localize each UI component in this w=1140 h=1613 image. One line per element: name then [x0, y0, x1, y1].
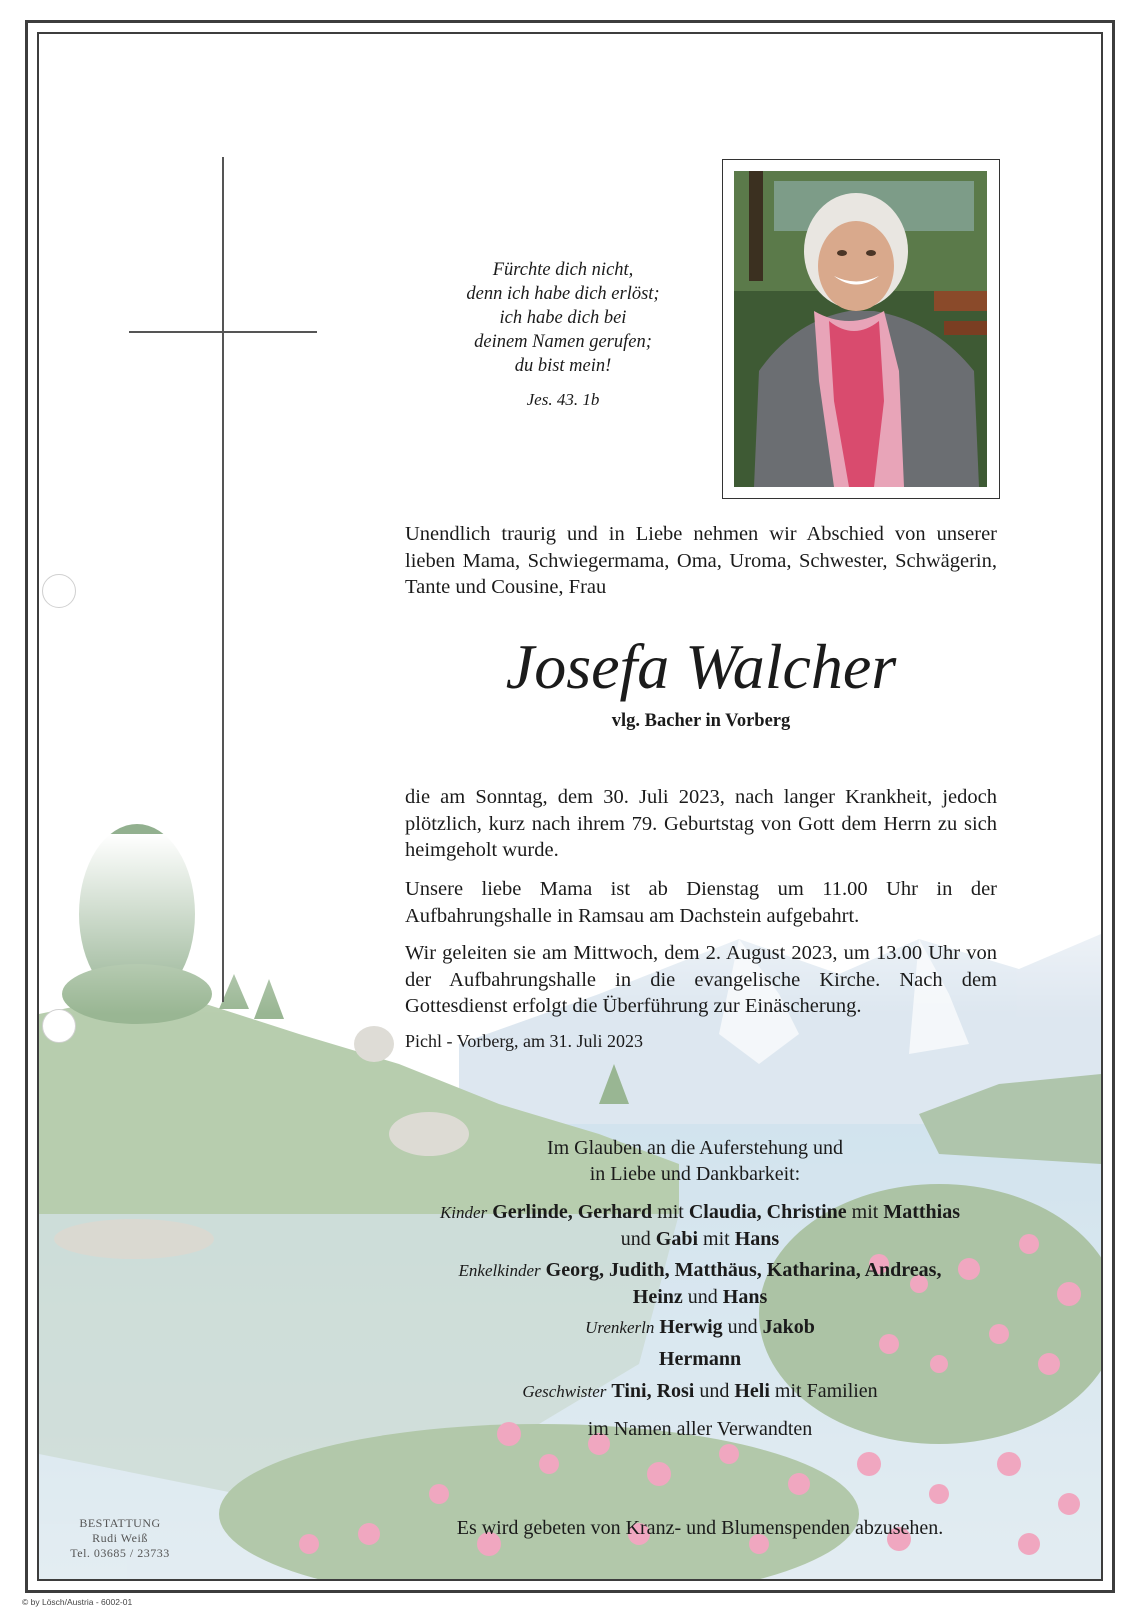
great-grandchildren-label: Urenkerln	[585, 1318, 655, 1337]
grandchildren-names-2: Heinz	[632, 1286, 683, 1308]
deceased-name: Josefa Walcher	[505, 631, 897, 702]
paragraph-service: Wir geleiten sie am Mittwoch, dem 2. August 2023, um 13.00 Uhr von der Aufbahrungshalle in die evangelische Kirche. Nach dem Gottesdienst erfolgt die Überführung zur Einäscherung.	[405, 942, 997, 1017]
faith-line-2: in Liebe und Dankbarkeit:	[589, 1163, 801, 1185]
great-grandchildren-name-2: Jakob	[762, 1316, 815, 1338]
children-und: und	[620, 1228, 651, 1250]
children-mit-2: mit	[851, 1201, 879, 1223]
family-other	[400, 1346, 1000, 1373]
grandchildren-und: und	[687, 1286, 718, 1308]
portrait-image	[734, 171, 987, 487]
faith-statement	[460, 1135, 930, 1187]
children-mit-3: mit	[703, 1228, 730, 1250]
funeral-home-stamp	[60, 1516, 180, 1561]
paragraph-death: die am Sonntag, dem 30. Juli 2023, nach langer Krankheit, jedoch plötzlich, kurz nach ihrem 79. Geburtstag von Gott dem Herrn zu sich heimgeholt wurde.	[405, 786, 997, 861]
verse-line: denn ich habe dich erlöst;	[466, 284, 660, 304]
flowers-note: Es wird gebeten von Kranz- und Blumenspenden abzusehen.	[456, 1517, 944, 1539]
children-names-1: Gerlinde, Gerhard	[492, 1201, 653, 1223]
children-names-5: Hans	[734, 1228, 780, 1250]
children-mit-1: mit	[657, 1201, 684, 1223]
family-great-grandchildren	[400, 1314, 1000, 1341]
verse-line: deinem Namen gerufen;	[474, 332, 652, 352]
copyright-note: © by Lösch/Austria - 6002-01	[22, 1597, 133, 1607]
punch-hole-top	[42, 574, 76, 608]
punch-hole-bottom	[42, 1009, 76, 1043]
siblings-label: Geschwister	[522, 1382, 607, 1401]
verse-line: ich habe dich bei	[499, 308, 627, 328]
great-grandchildren-und: und	[727, 1316, 758, 1338]
cross-icon-horizontal	[129, 331, 317, 333]
children-names-2: Claudia, Christine	[688, 1201, 847, 1223]
siblings-rest: mit Familien	[774, 1380, 878, 1402]
funeral-home-line-1: BESTATTUNG	[79, 1516, 161, 1530]
grandchildren-names-3: Hans	[722, 1286, 768, 1308]
deceased-nickname: vlg. Bacher in Vorberg	[611, 711, 791, 731]
siblings-names-2: Heli	[734, 1380, 770, 1402]
portrait-photo	[722, 159, 1000, 499]
funeral-home-line-2: Rudi Weiß	[92, 1531, 148, 1545]
great-grandchildren-name-1: Herwig	[659, 1316, 723, 1338]
children-names-3: Matthias	[883, 1201, 961, 1223]
family-siblings	[400, 1378, 1000, 1405]
family-children	[400, 1199, 1000, 1253]
faith-line-1: Im Glauben an die Auferstehung und	[546, 1137, 844, 1159]
verse-line: Fürchte dich nicht,	[492, 260, 634, 280]
siblings-names-1: Tini, Rosi	[611, 1380, 695, 1402]
children-names-4: Gabi	[655, 1228, 699, 1250]
family-relatives: im Namen aller Verwandten	[587, 1418, 813, 1440]
verse-line: du bist mein!	[514, 356, 612, 376]
grandchildren-names-1: Georg, Judith, Matthäus, Katharina, Andreas,	[545, 1259, 942, 1281]
intro-text: Unendlich traurig und in Liebe nehmen wir Abschied von unserer lieben Mama, Schwiegermama, Oma, Uroma, Schwester, Schwägerin, Tante und Cousine, Frau	[405, 523, 997, 598]
cross-icon-vertical	[222, 157, 224, 1002]
place-date: Pichl - Vorberg, am 31. Juli 2023	[405, 1031, 643, 1051]
siblings-und: und	[699, 1380, 730, 1402]
paragraph-viewing: Unsere liebe Mama ist ab Dienstag um 11.00 Uhr in der Aufbahrungshalle in Ramsau am Dachstein aufgebahrt.	[405, 878, 997, 927]
funeral-home-line-3: Tel. 03685 / 23733	[70, 1546, 170, 1560]
family-grandchildren	[400, 1257, 1000, 1311]
children-label: Kinder	[439, 1203, 488, 1222]
other-name: Hermann	[658, 1348, 742, 1370]
bible-verse	[438, 258, 688, 412]
grandchildren-label: Enkelkinder	[458, 1261, 541, 1280]
verse-reference: Jes. 43. 1b	[526, 390, 600, 409]
